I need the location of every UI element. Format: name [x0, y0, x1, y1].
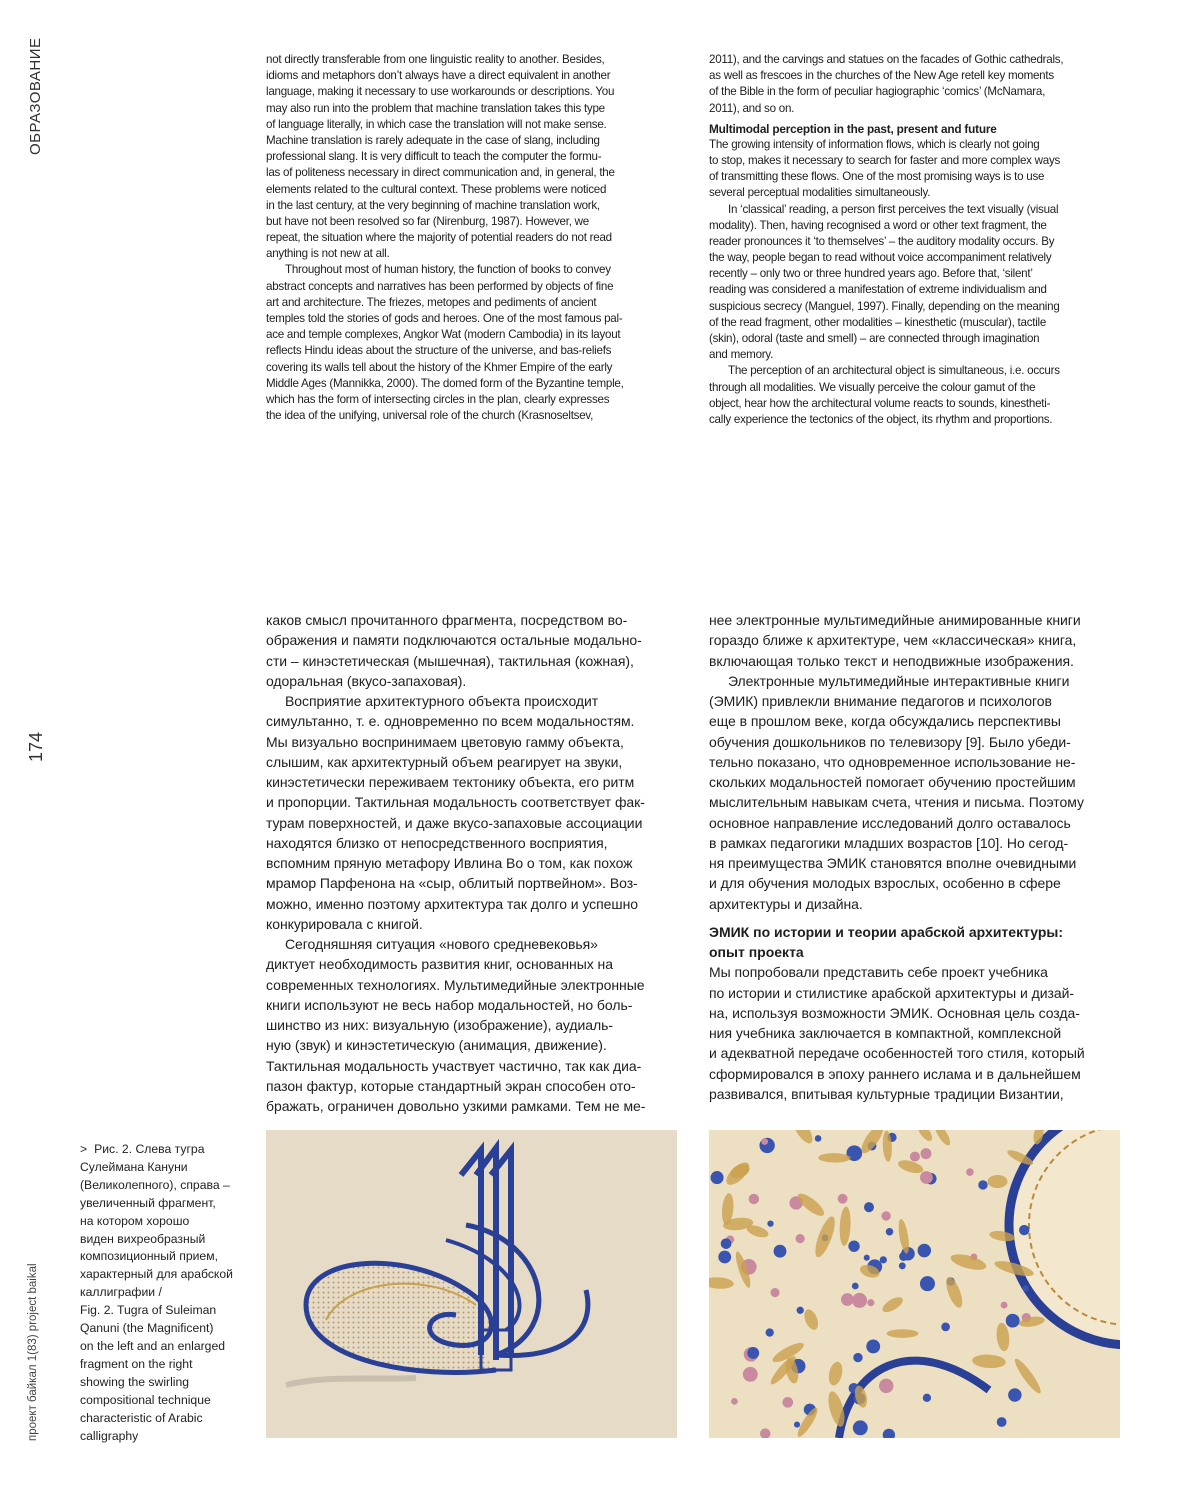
text-line: и пропорции. Тактильная модальность соответствует фак-	[266, 792, 678, 812]
text-line: 2011), and so on.	[709, 101, 1121, 117]
text-line: reading was considered a manifestation of extreme individualism and	[709, 282, 1121, 298]
text-line: основное направление исследований долго оставалось	[709, 813, 1121, 833]
text-line: 2011), and the carvings and statues on the facades of Gothic cathedrals,	[709, 52, 1121, 68]
flower-mark	[711, 1171, 724, 1184]
flower-mark	[853, 1353, 862, 1362]
text-line: ную (звук) и кинэстетическую (анимация, движение).	[266, 1035, 678, 1055]
text-line: the way, people began to read without voice accompaniment relatively	[709, 250, 1121, 266]
text-line: not directly transferable from one linguistic reality to another. Besides,	[266, 52, 678, 68]
flower-mark	[867, 1299, 874, 1306]
text-line: шинство из них: визуальную (изображение), аудиаль-	[266, 1015, 678, 1035]
text-line: Сегодняшняя ситуация «нового средневековья»	[266, 934, 678, 954]
caption-line: characteristic of Arabic	[80, 1410, 250, 1428]
flower-mark	[794, 1422, 800, 1428]
text-line: ace and temple complexes, Angkor Wat (modern Cambodia) in its layout	[266, 327, 678, 343]
text-line: сти – кинэстетическая (мышечная), тактильная (кожная),	[266, 651, 678, 671]
text-line: in the last century, at the very beginning of machine translation work,	[266, 198, 678, 214]
flower-mark	[880, 1256, 887, 1263]
tugra-illustration	[266, 1130, 677, 1438]
page-number: 174	[26, 732, 47, 762]
flower-mark	[770, 1288, 779, 1297]
text-line: Восприятие архитектурного объекта происходит	[266, 691, 678, 711]
text-line: elements related to the cultural context. These problems were noticed	[266, 182, 678, 198]
text-line: в рамках педагогики младших возрастов [10]. Но сегод-	[709, 833, 1121, 853]
caption-line: fragment on the right	[80, 1356, 250, 1374]
russian-column-left	[266, 610, 678, 1116]
text-line: of language literally, in which case the translation will not make sense.	[266, 117, 678, 133]
text-line: вспомним пряную метафору Ивлина Во о том, как похож	[266, 853, 678, 873]
text-line: на, используя возможности ЭМИК. Основная цель созда-	[709, 1003, 1121, 1023]
text-line: включающая только текст и неподвижные изображения.	[709, 651, 1121, 671]
section-heading: Multimodal perception in the past, present and future	[709, 121, 1121, 137]
section-heading	[709, 922, 1121, 963]
caption-line: Fig. 2. Tugra of Suleiman	[80, 1302, 250, 1320]
flower-mark	[841, 1293, 854, 1306]
text-line: кинэстетически переживаем тектонику объекта, его ритм	[266, 772, 678, 792]
text-line: Middle Ages (Mannikka, 2000). The domed form of the Byzantine temple,	[266, 376, 678, 392]
flower-mark	[796, 1234, 805, 1243]
flower-mark	[815, 1135, 822, 1142]
text-line: по истории и стилистике арабской архитектуры и дизай-	[709, 983, 1121, 1003]
text-line: of the Bible in the form of peculiar hagiographic ‘comics’ (McNamara,	[709, 84, 1121, 100]
text-line: las of politeness necessary in direct communication and, in general, the	[266, 165, 678, 181]
text-line: и для обучения молодых взрослых, особенно в сфере	[709, 873, 1121, 893]
text-line: language, making it necessary to use workarounds or descriptions. You	[266, 84, 678, 100]
journal-label: проект байкал 1(83) project baikal	[27, 1263, 39, 1441]
flower-mark	[743, 1367, 758, 1382]
text-line: several perceptual modalities simultaneously.	[709, 185, 1121, 201]
flower-mark	[1019, 1225, 1029, 1235]
text-line: Мы попробовали представить себе проект учебника	[709, 962, 1121, 982]
flower-mark	[918, 1244, 932, 1258]
flower-mark	[886, 1228, 894, 1236]
caption-line: композиционный прием,	[80, 1248, 250, 1266]
text-line: пазон фактур, которые стандартный экран способен ото-	[266, 1076, 678, 1096]
flower-mark	[879, 1379, 893, 1393]
caption-line: calligraphy	[80, 1428, 250, 1446]
text-line: through all modalities. We visually perceive the colour gamut of the	[709, 380, 1121, 396]
text-line: anything is not new at all.	[266, 246, 678, 262]
text-line: object, hear how the architectural volume reacts to sounds, kinestheti-	[709, 396, 1121, 412]
figure-caption	[80, 1141, 250, 1445]
text-line: modality). Then, having recognised a word or other text fragment, the	[709, 218, 1121, 234]
flower-mark	[782, 1397, 793, 1408]
text-line: The perception of an architectural object is simultaneous, i.e. occurs	[709, 363, 1121, 379]
text-line: находятся близко от непосредственного восприятия,	[266, 833, 678, 853]
caption-line: on the left and an enlarged	[80, 1338, 250, 1356]
text-line: каков смысл прочитанного фрагмента, посредством во-	[266, 610, 678, 630]
caption-line: характерный для арабской	[80, 1266, 250, 1284]
text-line: temples told the stories of gods and heroes. One of the most famous pal-	[266, 311, 678, 327]
text-line: ния учебника заключается в компактной, комплексной	[709, 1023, 1121, 1043]
text-line: (ЭМИК) привлекли внимание педагогов и психологов	[709, 691, 1121, 711]
text-line: диктует необходимость развития книг, основанных на	[266, 954, 678, 974]
caption-line: (Великолепного), справа –	[80, 1177, 250, 1195]
caption-text: Рис. 2. Слева тугра	[94, 1142, 204, 1156]
caption-line: Qanuni (the Magnificent)	[80, 1320, 250, 1338]
text-line: книги используют не весь набор модальностей, но боль-	[266, 995, 678, 1015]
text-line: сформировался в эпоху раннего ислама и в дальнейшем	[709, 1064, 1121, 1084]
flower-mark	[718, 1251, 731, 1264]
caption-line: compositional technique	[80, 1392, 250, 1410]
text-line: which has the form of intersecting circles in the plan, clearly expresses	[266, 392, 678, 408]
text-line: suspicious secrecy (Manguel, 1997). Finally, depending on the meaning	[709, 299, 1121, 315]
flower-mark	[920, 1148, 931, 1159]
text-line: reflects Hindu ideas about the structure of the universe, and bas-reliefs	[266, 343, 678, 359]
figure-tugra-image	[266, 1130, 677, 1438]
text-line: конкурировала с книгой.	[266, 914, 678, 934]
flower-mark	[864, 1202, 874, 1212]
flower-mark	[910, 1152, 920, 1162]
text-line: еще в прошлом веке, когда обсуждались перспективы	[709, 711, 1121, 731]
text-line: Machine translation is rarely adequate in the case of slang, including	[266, 133, 678, 149]
flower-mark	[853, 1420, 868, 1435]
flower-mark	[749, 1194, 760, 1205]
flower-mark	[848, 1240, 859, 1251]
figure-ornament-image	[709, 1130, 1120, 1438]
text-line: as well as frescoes in the churches of the New Age retell key moments	[709, 68, 1121, 84]
text-line: art and architecture. The friezes, metopes and pediments of ancient	[266, 295, 678, 311]
text-line: и адекватной передаче особенностей того стиля, который	[709, 1043, 1121, 1063]
flower-mark	[838, 1194, 848, 1204]
flower-mark	[1022, 1285, 1028, 1291]
caption-marker: >	[80, 1142, 87, 1156]
flower-mark	[797, 1307, 804, 1314]
text-line: бражать, ограничен довольно узкими рамками. Тем не ме-	[266, 1096, 678, 1116]
text-line: and memory.	[709, 347, 1121, 363]
ornament-illustration	[709, 1130, 1120, 1438]
flower-mark	[978, 1180, 987, 1189]
text-line: Мы визуально воспринимаем цветовую гамму объекта,	[266, 732, 678, 752]
text-line: архитектуры и дизайна.	[709, 894, 1121, 914]
text-line: турам поверхностей, и даже вкусо-запаховые ассоциации	[266, 813, 678, 833]
text-line: of the read fragment, other modalities – kinesthetic (muscular), tactile	[709, 315, 1121, 331]
text-line: professional slang. It is very difficult to teach the computer the formu-	[266, 149, 678, 165]
flower-mark	[941, 1323, 950, 1332]
text-line: развивался, впитывая культурные традиции Византии,	[709, 1084, 1121, 1104]
text-line: repeat, the situation where the majority of potential readers do not read	[266, 230, 678, 246]
flower-mark	[774, 1245, 787, 1258]
text-line: Throughout most of human history, the function of books to convey	[266, 262, 678, 278]
flower-mark	[721, 1238, 732, 1249]
text-line: but have not been resolved so far (Nirenburg, 1987). However, we	[266, 214, 678, 230]
english-column-right	[709, 52, 1121, 428]
text-line: симультанно, т. е. одновременно по всем модальностям.	[266, 711, 678, 731]
caption-line: showing the swirling	[80, 1374, 250, 1392]
flower-mark	[747, 1347, 759, 1359]
text-line: Тактильная модальность участвует частично, так как диа-	[266, 1056, 678, 1076]
text-line: ображения и памяти подключаются остальные модально-	[266, 630, 678, 650]
text-line: The growing intensity of information flows, which is clearly not going	[709, 137, 1121, 153]
flower-mark	[1006, 1314, 1020, 1328]
text-line: cally experience the tectonics of the object, its rhythm and proportions.	[709, 412, 1121, 428]
text-line: abstract concepts and narratives has been performed by objects of fine	[266, 279, 678, 295]
flower-mark	[761, 1138, 768, 1145]
text-line: гораздо ближе к архитектуре, чем «классическая» книга,	[709, 630, 1121, 650]
text-line: reader pronounces it ‘to themselves’ – the auditory modality occurs. By	[709, 234, 1121, 250]
russian-column-right	[709, 610, 1121, 1104]
text-line: of transmitting these flows. One of the most promising ways is to use	[709, 169, 1121, 185]
text-line: слышим, как архитектурный объем реагирует на звуки,	[266, 752, 678, 772]
flower-mark	[852, 1283, 859, 1290]
text-line: the idea of the unifying, universal role of the church (Krasnoseltsev,	[266, 408, 678, 424]
heading-line: опыт проекта	[709, 942, 1121, 962]
text-line: мыслительным навыкам счета, чтения и письма. Поэтому	[709, 792, 1121, 812]
flower-mark	[920, 1171, 933, 1184]
flower-mark	[881, 1211, 890, 1220]
english-column-left	[266, 52, 678, 424]
caption-line: увеличенный фрагмент,	[80, 1195, 250, 1213]
text-line: to stop, makes it necessary to search for faster and more complex ways	[709, 153, 1121, 169]
flower-mark	[731, 1398, 738, 1405]
flower-mark	[997, 1417, 1007, 1427]
text-line: обучения дошкольников по телевизору [9]. Было убеди-	[709, 732, 1121, 752]
flower-mark	[864, 1255, 870, 1261]
caption-line: каллиграфии /	[80, 1284, 250, 1302]
text-line: recently – only two or three hundred years ago. Before that, ‘silent’	[709, 266, 1121, 282]
text-line: idioms and metaphors don’t always have a direct equivalent in another	[266, 68, 678, 84]
text-line: covering its walls tell about the history of the Khmer Empire of the early	[266, 360, 678, 376]
flower-mark	[899, 1262, 906, 1269]
text-line: (skin), odoral (taste and smell) – are connected through imagination	[709, 331, 1121, 347]
flower-mark	[767, 1220, 773, 1226]
text-line: мрамор Парфенона на «сыр, облитый портвейном». Воз-	[266, 873, 678, 893]
text-line: можно, именно поэтому архитектура так долго и успешно	[266, 894, 678, 914]
section-label: ОБРАЗОВАНИЕ	[27, 37, 44, 155]
text-line: одоральная (вкусо-запаховая).	[266, 671, 678, 691]
caption-line	[80, 1141, 250, 1159]
flower-mark	[923, 1394, 931, 1402]
flower-mark	[1008, 1388, 1021, 1401]
flower-mark	[1001, 1302, 1008, 1309]
text-line: нее электронные мультимедийные анимированные книги	[709, 610, 1121, 630]
caption-line: виден вихреобразный	[80, 1231, 250, 1249]
leaf-mark	[887, 1329, 919, 1338]
caption-line: на котором хорошо	[80, 1213, 250, 1231]
text-line: тельно показано, что одновременное использование не-	[709, 752, 1121, 772]
text-line: In ‘classical’ reading, a person first perceives the text visually (visual	[709, 202, 1121, 218]
text-line: современных технологиях. Мультимедийные электронные	[266, 975, 678, 995]
heading-line: ЭМИК по истории и теории арабской архитектуры:	[709, 922, 1121, 942]
flower-mark	[920, 1276, 935, 1291]
caption-line: Сулеймана Кануни	[80, 1159, 250, 1177]
text-line: may also run into the problem that machine translation takes this type	[266, 101, 678, 117]
flower-mark	[852, 1293, 867, 1308]
flower-mark	[966, 1168, 974, 1176]
flower-mark	[866, 1340, 880, 1354]
flower-mark	[766, 1328, 774, 1336]
text-line: Электронные мультимедийные интерактивные книги	[709, 671, 1121, 691]
text-line: ня преимущества ЭМИК становятся вполне очевидными	[709, 853, 1121, 873]
text-line: скольких модальностей помогает обучению простейшим	[709, 772, 1121, 792]
